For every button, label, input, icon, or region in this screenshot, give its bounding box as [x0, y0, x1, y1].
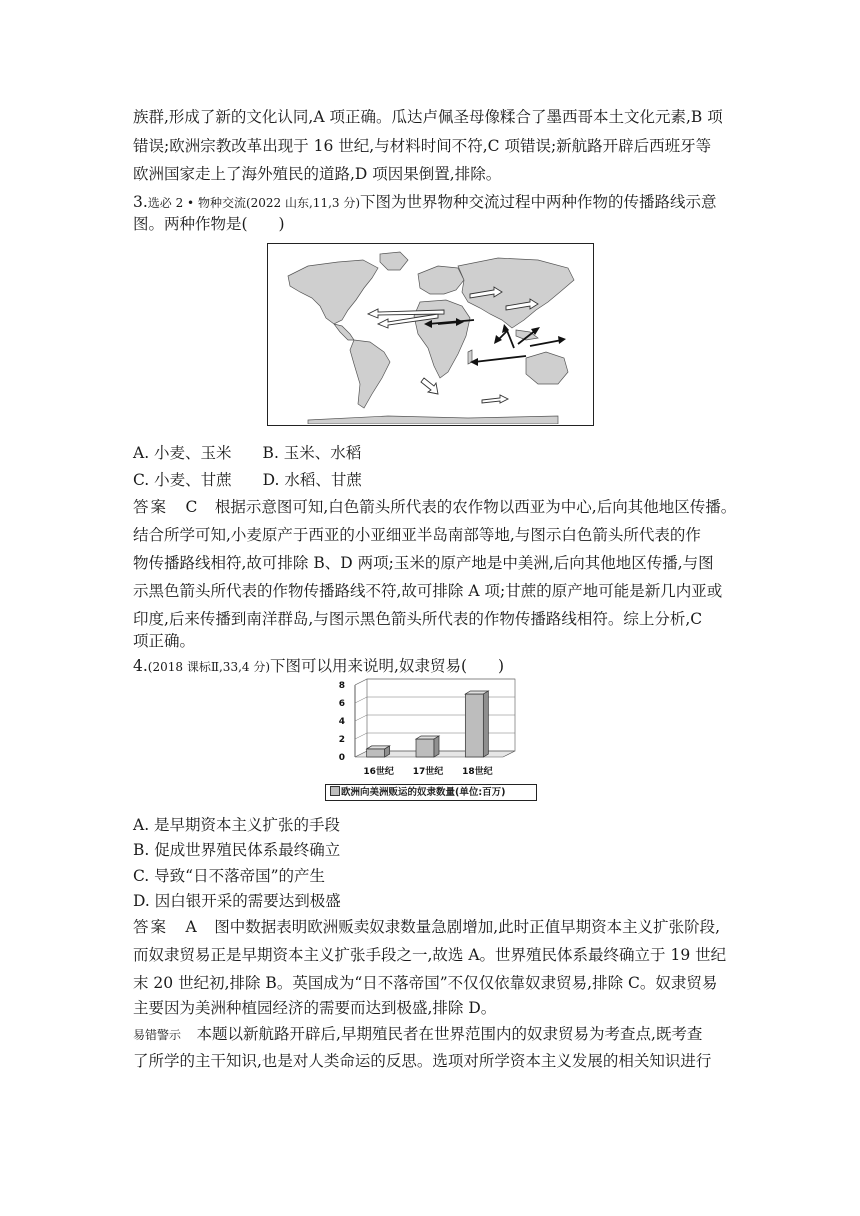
world-map-figure — [267, 243, 594, 426]
answer-label: 答案 C — [133, 498, 200, 516]
question-source: 选必 2 • 物种交流(2022 山东,11,3 分) — [147, 196, 361, 210]
answer-text: 而奴隶贸易正是早期资本主义扩张手段之一,故选 A。世界殖民体系最终确立于 19 世纪 — [133, 946, 727, 964]
chart-legend — [325, 784, 537, 801]
x-tick-label: 18世纪 — [462, 767, 493, 777]
text-line: 欧洲国家走上了海外殖民的道路,D 项因果倒置,排除。 — [133, 165, 502, 183]
white-arrow-africa-south — [421, 378, 438, 394]
question-4-stem — [133, 656, 733, 677]
answer-text: 结合所学可知,小麦原产于西亚的小亚细亚半岛南部等地,与图示白色箭头所代表的作 — [133, 526, 701, 544]
y-tick-label: 6 — [338, 699, 345, 709]
text-line: 错误;欧洲宗教改革出现于 16 世纪,与材料时间不符,C 项错误;新航路开辟后西班牙等 — [133, 137, 712, 155]
answer-text: 项正确。 — [133, 632, 196, 650]
greenland-shape — [380, 252, 408, 270]
answer-text: 主要因为美洲种植园经济的需要而达到极盛,排除 D。 — [133, 999, 497, 1017]
y-tick-label: 0 — [338, 753, 345, 763]
black-arrow-up — [506, 328, 514, 348]
answer-text: 示黑色箭头所代表的作物传播路线不符,故可排除 A 项;甘蔗的原产地可能是新几内亚或 — [133, 582, 723, 600]
question-stem: 下图为世界物种交流过程中两种作物的传播路线示意 — [360, 193, 717, 211]
question-4-option: D. 因白银开采的需要达到极盛 — [133, 892, 341, 910]
question-3-options: C. 小麦、甘蔗 D. 水稻、甘蔗 — [133, 471, 362, 489]
question-number: 4. — [133, 657, 148, 675]
question-3-options: A. 小麦、玉米 B. 玉米、水稻 — [133, 444, 362, 462]
question-4-option: C. 导致“日不落帝国”的产生 — [133, 867, 326, 885]
gridline-side — [355, 733, 367, 739]
x-tick-label: 17世纪 — [412, 767, 444, 777]
south-america-shape — [350, 340, 390, 408]
central-america-shape — [334, 324, 354, 340]
question-4-option: A. 是早期资本主义扩张的手段 — [133, 816, 341, 834]
answer-text: 物传播路线相符,故可排除 B、D 两项;玉米的原产地是中美洲,后向其他地区传播,与图 — [133, 554, 714, 572]
warning-text: 了所学的主干知识,也是对人类命运的反思。选项对所学资本主义发展的相关知识进行 — [133, 1052, 712, 1070]
y-tick-label: 4 — [338, 717, 345, 727]
world-map-svg — [268, 244, 592, 424]
black-arrow-indian-ocean — [474, 356, 526, 362]
question-3-stem-line2: 图。两种作物是( ) — [133, 215, 285, 233]
answer-text: 末 20 世纪初,排除 B。英国成为“日不落帝国”不仅仅依靠奴隶贸易,排除 C。奴隶贸易 — [133, 974, 718, 992]
gridline-side — [355, 715, 367, 721]
australia-shape — [526, 352, 568, 384]
question-number: 3. — [133, 193, 148, 211]
legend-swatch — [330, 786, 340, 796]
legend-label: 欧洲向美洲贩运的奴隶数量(单位:百万) — [341, 787, 506, 798]
text-line: 族群,形成了新的文化认同,A 项正确。瓜达卢佩圣母像糅合了墨西哥本土文化元素,B 项 — [133, 108, 723, 126]
answer-text: 图中数据表明欧洲贩卖奴隶数量急剧增加,此时正值早期资本主义扩张阶段, — [198, 918, 721, 936]
question-source: (2018 课标Ⅱ,33,4 分) — [147, 660, 271, 674]
question-4-option: B. 促成世界殖民体系最终确立 — [133, 841, 341, 859]
arrowhead — [558, 336, 566, 344]
question-3-stem — [133, 192, 733, 213]
north-america-shape — [288, 260, 378, 324]
bar — [367, 749, 385, 757]
bar-side — [483, 691, 488, 757]
gridline-side — [355, 679, 367, 685]
answer-text: 印度,后来传播到南洋群岛,与图示黑色箭头所代表的作物传播路线相符。综上分析,C — [133, 610, 703, 628]
x-tick-label: 16世纪 — [363, 767, 394, 777]
black-arrow-pacific — [530, 340, 562, 346]
question-4-answer — [133, 917, 733, 937]
bar-side — [434, 736, 439, 757]
question-stem: 下图可以用来说明,奴隶贸易( ) — [270, 657, 505, 675]
warning-note — [133, 1024, 733, 1045]
bar — [416, 739, 434, 757]
bar — [465, 694, 483, 757]
answer-text: 根据示意图可知,白色箭头所代表的农作物以西亚为中心,后向其他地区传播。 — [199, 498, 737, 516]
europe-shape — [418, 266, 464, 294]
chart-svg — [325, 677, 537, 783]
answer-label: 答案 A — [133, 918, 199, 936]
y-tick-label: 2 — [338, 735, 345, 745]
slave-trade-chart — [325, 677, 537, 801]
white-arrow-australia — [482, 395, 508, 403]
warning-text: 本题以新航路开辟后,早期殖民者在世界范围内的奴隶贸易为考查点,既考查 — [181, 1025, 703, 1043]
y-tick-label: 8 — [338, 681, 345, 691]
question-3-answer — [133, 497, 737, 517]
antarctica-shape — [308, 416, 558, 424]
gridline-side — [355, 697, 367, 703]
warning-label: 易错警示 — [133, 1028, 182, 1042]
